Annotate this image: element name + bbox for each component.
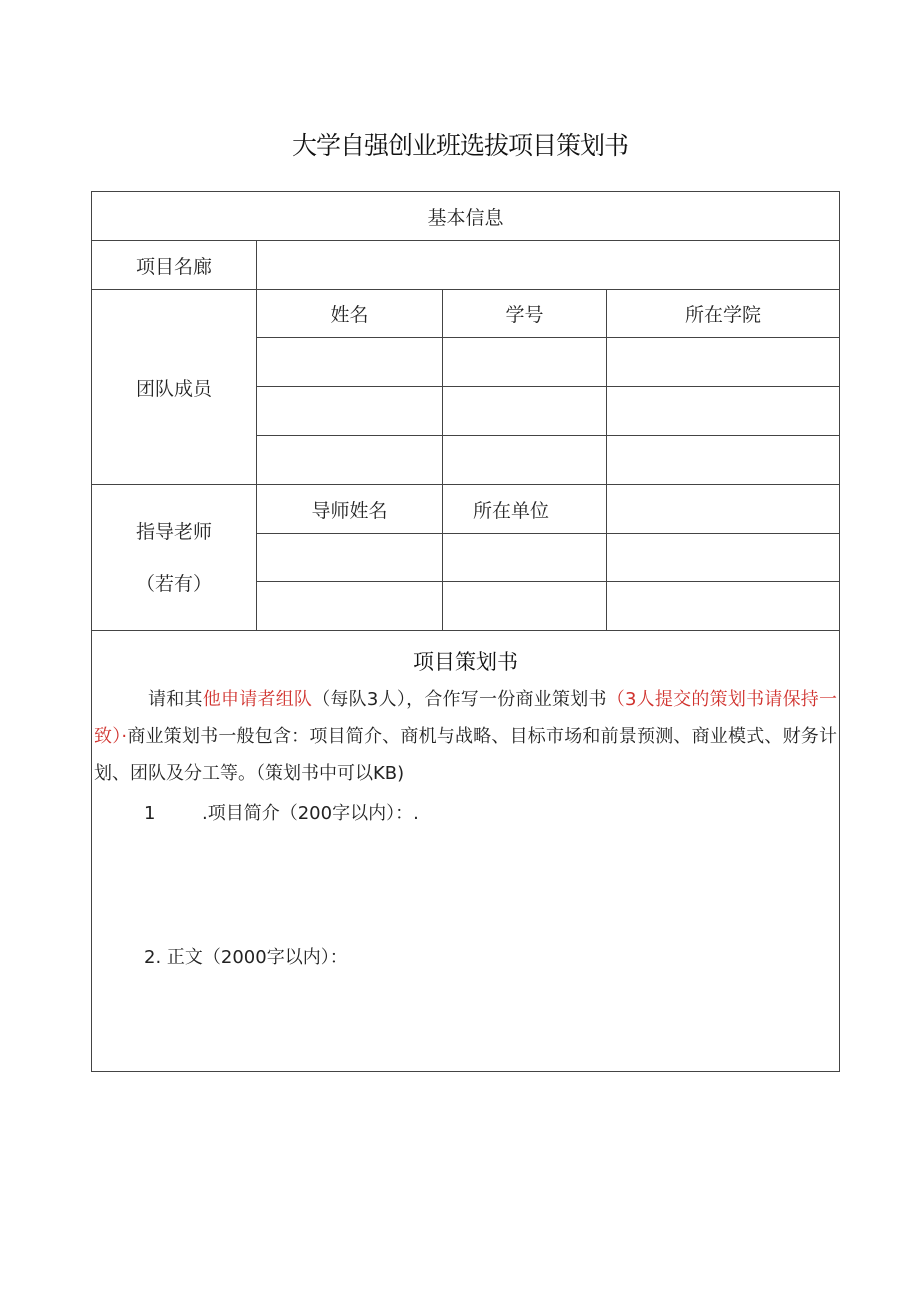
team-member-2-name-cell[interactable] [257, 387, 443, 436]
team-col-college: 所在学院 [607, 290, 840, 338]
advisor-1-name-cell[interactable] [257, 534, 443, 582]
plan-instructions [92, 681, 839, 792]
instr-part4-red: （3人提交的策划书请保持一致）· [94, 689, 838, 747]
project-plan-heading: 项目策划书 [413, 650, 518, 674]
application-form-table [91, 191, 840, 1072]
team-member-1-id-cell[interactable] [443, 338, 607, 387]
team-members-label: 团队成员 [92, 290, 257, 485]
project-name-label: 项目名廊 [92, 241, 257, 290]
team-member-1-name-cell[interactable] [257, 338, 443, 387]
advisor-label-line1: 指导老师 [135, 520, 212, 543]
advisor-col-unit: 所在单位 [443, 485, 607, 534]
instr-part3: （每队3人），合作写一份商业策划书 [312, 689, 607, 710]
instr-part1: 请和其 [148, 689, 203, 710]
team-col-name: 姓名 [257, 290, 443, 338]
document-title: 大学自强创业班选拔项目策划书 [291, 131, 628, 160]
team-member-3-id-cell[interactable] [443, 436, 607, 485]
section-1-heading [92, 796, 839, 832]
instr-part2-red: 他申请者组队 [202, 689, 313, 710]
advisor-col-name: 导师姓名 [257, 485, 443, 534]
project-plan-section[interactable] [92, 631, 840, 1072]
team-col-student-id: 学号 [443, 290, 607, 338]
team-member-2-college-cell[interactable] [607, 387, 840, 436]
team-member-2-id-cell[interactable] [443, 387, 607, 436]
section-2-heading: 2. 正文（2000字以内）： [144, 947, 348, 968]
advisor-2-name-cell[interactable] [257, 582, 443, 631]
team-member-1-college-cell[interactable] [607, 338, 840, 387]
advisor-label [92, 485, 257, 631]
team-member-3-name-cell[interactable] [257, 436, 443, 485]
instr-part5: 商业策划书一般包含：项目简介、商机与战略、目标市场和前景预测、商业模式、财务计划、团队及分工等。（策划书中可以KB) [94, 726, 838, 784]
project-name-field[interactable] [257, 241, 840, 290]
basic-info-heading: 基本信息 [92, 192, 840, 241]
advisor-label-line2: （若有） [135, 572, 212, 595]
advisor-2-extra-cell[interactable] [607, 582, 840, 631]
advisor-col-extra[interactable] [607, 485, 840, 534]
section-1-text: .项目简介（200字以内）：. [202, 803, 419, 824]
advisor-2-unit-cell[interactable] [443, 582, 607, 631]
team-member-3-college-cell[interactable] [607, 436, 840, 485]
section-1-number: 1 [144, 803, 156, 824]
advisor-1-unit-cell[interactable] [443, 534, 607, 582]
advisor-1-extra-cell[interactable] [607, 534, 840, 582]
